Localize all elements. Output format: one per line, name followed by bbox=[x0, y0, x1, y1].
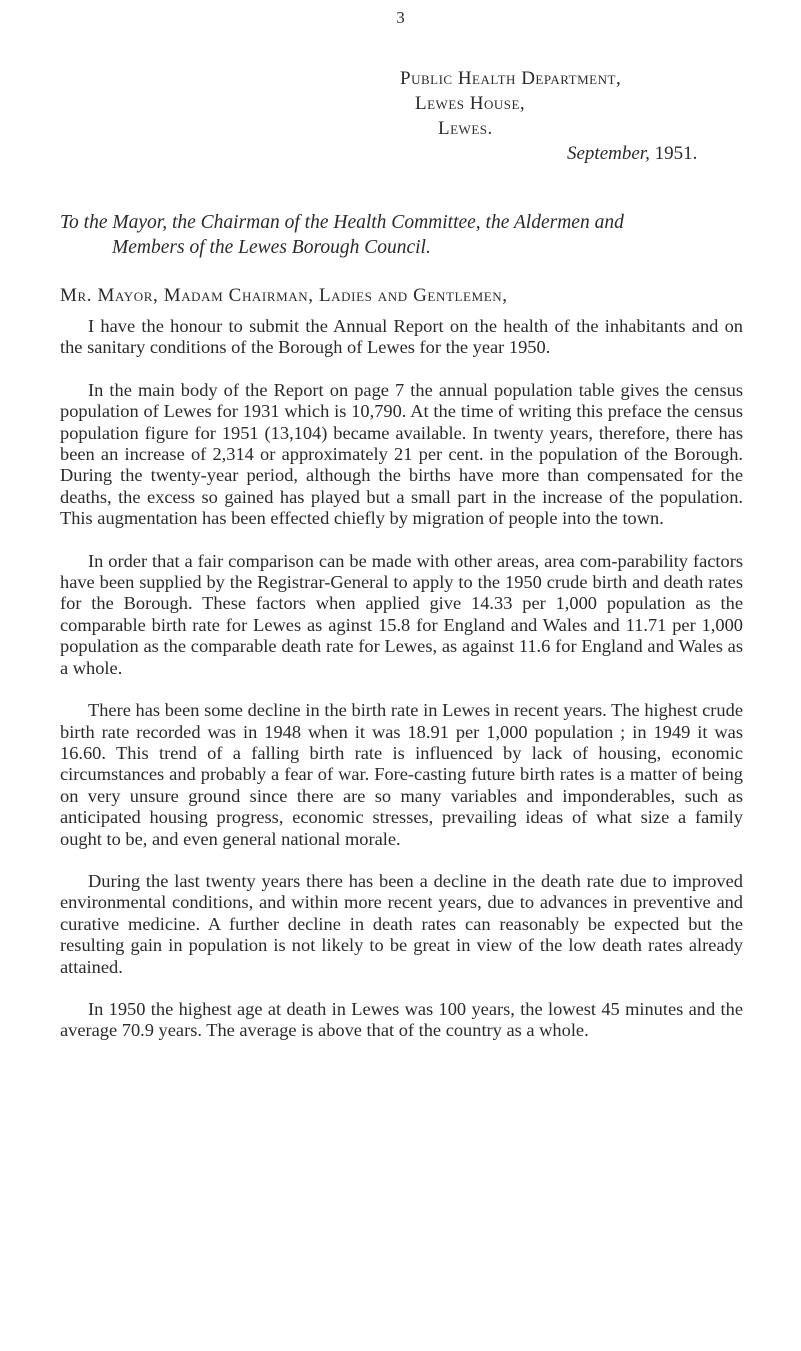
page-number: 3 bbox=[396, 8, 405, 27]
paragraph-comparability-factors: In order that a fair comparison can be made with other areas, area com-parability factors have been supplied by the Registrar-General to apply to the 1950 crude birth and death rates for the Borough. These factors when applied give 14.33 per 1,000 population as the comparable birth rate for Lewes as aginst 15.8 for England and Wales and 11.71 per 1,000 population as the comparable death rate for Lewes, as against 11.6 for England and Wales as a whole. bbox=[60, 550, 743, 678]
letter-date-year: 1951. bbox=[649, 143, 698, 164]
letter-date-month: September, bbox=[567, 143, 650, 164]
letter-body bbox=[60, 316, 743, 1063]
paragraph-population: In the main body of the Report on page 7 the annual population table gives the census population of Lewes for 1931 which is 10,790. At the time of writing this preface the census population figure for 1951 (13,104) became available. In twenty years, therefore, there has been an increase of 2,314 or approximately 21 per cent. in the population of the Borough. During the twenty-year period, although the births have more than compensated for the deaths, the excess so gained has played but a small part in the increase of the population. This augmentation has been effected chiefly by migration of people into the town. bbox=[60, 379, 743, 529]
salutation: Mr. Mayor, Madam Chairman, Ladies and Gentlemen, bbox=[60, 285, 508, 306]
letterhead-department: Public Health Department, bbox=[400, 68, 622, 89]
paragraph-age-at-death: In 1950 the highest age at death in Lewes was 100 years, the lowest 45 minutes and the average 70.9 years. The average is above that of the country as a whole. bbox=[60, 998, 743, 1041]
letterhead-building: Lewes House, bbox=[415, 93, 526, 114]
addressee bbox=[60, 210, 760, 260]
letter-date bbox=[567, 143, 697, 165]
paragraph-death-rate: During the last twenty years there has been a decline in the death rate due to improved environmental conditions, and within more recent years, due to advances in preventive and curative medicine. A further decline in death rates can reasonably be expected but the resulting gain in population is not likely to be great in view of the low death rates already attained. bbox=[60, 870, 743, 977]
letterhead-town: Lewes. bbox=[438, 118, 493, 139]
paragraph-birth-rate: There has been some decline in the birth rate in Lewes in recent years. The highest crude birth rate recorded was in 1948 when it was 18.91 per 1,000 population ; in 1949 it was 16.60. This trend of a falling birth rate is influenced by lack of housing, economic circumstances and probably a fear of war. Fore-casting future birth rates is a matter of being on very unsure ground since there are so many variables and imponderables, such as anticipated housing progress, economic stresses, prevailing ideas of what size a family ought to be, and even general national morale. bbox=[60, 700, 743, 849]
addressee-line-2: Members of the Lewes Borough Council. bbox=[112, 237, 431, 258]
paragraph-report-intro: I have the honour to submit the Annual Report on the health of the inhabitants and on the sanitary conditions of the Borough of Lewes for the year 1950. bbox=[60, 316, 743, 358]
letterhead-address bbox=[400, 66, 621, 141]
addressee-line-1: To the Mayor, the Chairman of the Health Committee, the Aldermen and bbox=[60, 212, 624, 233]
